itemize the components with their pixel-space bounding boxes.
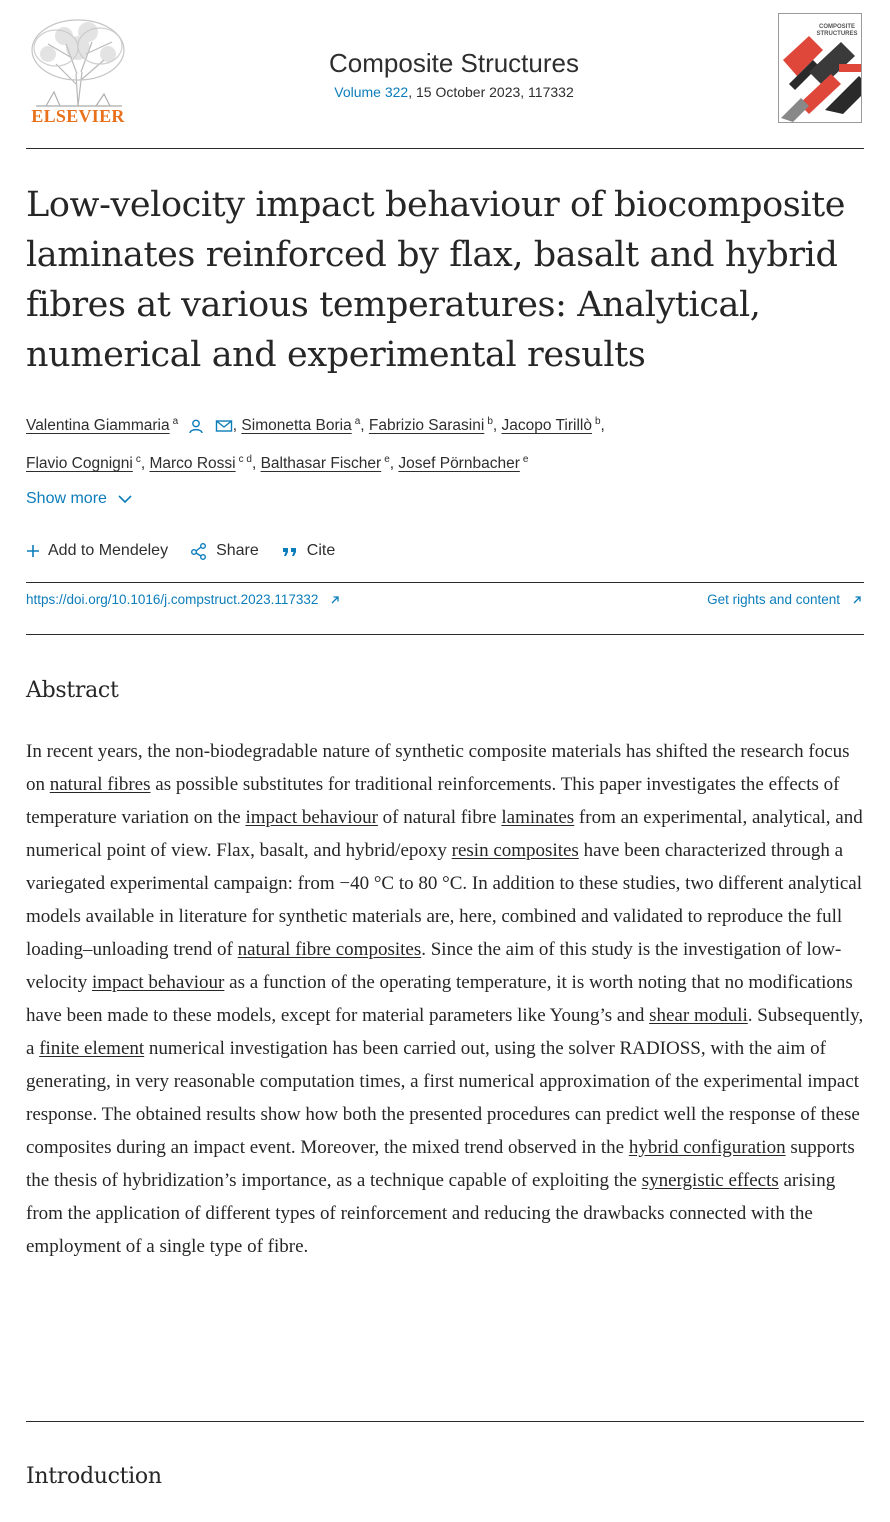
- actions-divider: [26, 582, 864, 583]
- author-affiliation: c: [135, 454, 141, 466]
- author-entry: [26, 417, 237, 434]
- author-affiliation: e: [384, 454, 390, 466]
- journal-info: [276, 46, 632, 100]
- get-rights-link[interactable]: [707, 592, 862, 607]
- author-link[interactable]: Josef Pörnbacher: [398, 455, 520, 473]
- person-icon[interactable]: [188, 418, 204, 434]
- introduction-heading: Introduction: [26, 1464, 162, 1489]
- cite-button[interactable]: [281, 542, 335, 560]
- abstract-heading: Abstract: [26, 678, 119, 703]
- author-link[interactable]: Flavio Cognigni: [26, 455, 133, 473]
- author-affiliation: e: [522, 454, 529, 466]
- author-separator: ,: [232, 417, 238, 435]
- author-entry: [502, 417, 605, 434]
- author-affiliation: b: [594, 416, 601, 427]
- author-separator: ,: [360, 417, 365, 435]
- author-list: [26, 405, 864, 481]
- external-link-icon: [852, 595, 862, 605]
- abstract-run: arising from the application of different types of reinforcement and reducing the drawbacks connected with the employment of a single type of fibre.: [26, 1170, 836, 1257]
- journal-cover-thumbnail[interactable]: [778, 13, 862, 123]
- author-entry: [261, 455, 394, 472]
- show-more-button[interactable]: [26, 490, 133, 508]
- abstract-run: In recent years, the non-biodegradable nature of synthetic composite materials has shifted the research focus on: [26, 741, 850, 795]
- journal-issue: [276, 84, 632, 100]
- abstract-divider: [26, 1421, 864, 1422]
- abstract-run: from an experimental, analytical, and numerical point of view. Flax, basalt, and hybrid/epoxy: [26, 807, 863, 861]
- abstract-run: . Subsequently, a: [26, 1005, 864, 1059]
- share-icon: [190, 542, 208, 560]
- email-icon[interactable]: [215, 419, 233, 433]
- author-link[interactable]: Simonetta Boria: [241, 417, 352, 435]
- mendeley-label: Add to Mendeley: [48, 542, 169, 559]
- issue-details: , 15 October 2023, 117332: [408, 84, 574, 100]
- author-separator: ,: [140, 455, 146, 473]
- author-entry: [26, 455, 145, 472]
- author-separator: ,: [600, 417, 605, 435]
- add-to-mendeley-button[interactable]: [26, 542, 168, 560]
- header-divider: [26, 148, 864, 149]
- author-link[interactable]: Marco Rossi: [149, 455, 236, 473]
- glossary-term-link[interactable]: shear moduli: [649, 1005, 748, 1026]
- author-separator: ,: [389, 455, 395, 473]
- article-title: Low-velocity impact behaviour of biocomposite laminates reinforced by flax, basalt and hybrid fibres at various temperatures: Analytical, numerical and experimental results: [26, 185, 846, 375]
- external-link-icon: [330, 595, 340, 605]
- abstract-run: . Since the aim of this study is the investigation of low-velocity: [26, 939, 842, 993]
- author-entry: [241, 417, 364, 434]
- abstract-run: as possible substitutes for traditional reinforcements. This paper investigates the effects of temperature variation on the: [26, 774, 840, 828]
- author-link[interactable]: Valentina Giammaria: [26, 417, 170, 435]
- share-label: Share: [216, 542, 259, 559]
- author-affiliation: a: [172, 416, 179, 427]
- share-button[interactable]: [190, 542, 259, 560]
- glossary-term-link[interactable]: impact behaviour: [91, 972, 225, 993]
- abstract-run: supports the thesis of hybridization’s importance, as a technique capable of exploiting the: [26, 1137, 855, 1191]
- doi-link[interactable]: [26, 592, 340, 607]
- abstract-run: numerical investigation has been carried out, using the solver RADIOSS, with the aim of generating, in very reasonable computation times, a first numerical approximation of the experimental impact response. The obtained results show how both the presented procedures can predict well the response of these composites during an impact event. Moreover, the mixed trend observed in the: [26, 1038, 860, 1158]
- doi-divider: [26, 634, 864, 635]
- plus-icon: [26, 544, 40, 558]
- journal-title-link[interactable]: Composite Structures: [329, 48, 579, 78]
- abstract-text: [26, 735, 866, 1263]
- glossary-term-link[interactable]: synergistic effects: [641, 1170, 779, 1191]
- author-entry: [149, 455, 256, 472]
- author-entry: [398, 455, 528, 472]
- author-affiliation: c d: [238, 454, 252, 466]
- show-more-label: Show more: [26, 490, 107, 507]
- author-link[interactable]: Balthasar Fischer: [260, 455, 382, 473]
- glossary-term-link[interactable]: impact behaviour: [245, 807, 378, 828]
- cite-label: Cite: [306, 542, 336, 559]
- chevron-down-icon: [117, 494, 133, 504]
- author-entry: [369, 417, 497, 434]
- author-affiliation: a: [354, 416, 361, 427]
- glossary-term-link[interactable]: resin composites: [451, 840, 579, 861]
- author-link[interactable]: Jacopo Tirillò: [501, 417, 592, 435]
- glossary-term-link[interactable]: natural fibres: [49, 774, 151, 795]
- glossary-term-link[interactable]: hybrid configuration: [628, 1137, 786, 1158]
- author-affiliation: b: [487, 416, 493, 427]
- journal-header: [26, 0, 864, 148]
- volume-link[interactable]: Volume 322: [334, 84, 409, 100]
- doi-text: https://doi.org/10.1016/j.compstruct.2023.117332: [26, 592, 319, 607]
- quote-icon: [281, 544, 299, 558]
- author-link[interactable]: Fabrizio Sarasini: [368, 417, 485, 435]
- cover-title-1: COMPOSITE: [818, 24, 856, 30]
- abstract-run: have been characterized through a variegated experimental campaign: from −40 °C to 80 °C. In addition to these studies, two different analytical models available in literature for synthetic materials are, here, combined and validated to reproduce the full loading–unloading trend of: [26, 840, 862, 960]
- rights-text: Get rights and content: [707, 592, 840, 607]
- glossary-term-link[interactable]: laminates: [501, 807, 575, 828]
- abstract-run: as a function of the operating temperature, it is worth noting that no modifications have been made to these models, except for material parameters like Young’s and: [26, 972, 853, 1026]
- cover-artwork: [779, 14, 862, 123]
- article-page: [26, 0, 864, 1489]
- article-actions: [26, 542, 357, 560]
- glossary-term-link[interactable]: finite element: [39, 1038, 145, 1059]
- abstract-run: of natural fibre: [377, 807, 502, 828]
- publisher-wordmark: ELSEVIER: [31, 106, 125, 126]
- author-separator: ,: [251, 455, 257, 473]
- author-separator: ,: [492, 417, 498, 435]
- glossary-term-link[interactable]: natural fibre composites: [237, 939, 422, 960]
- cover-title-2: STRUCTURES: [816, 31, 858, 37]
